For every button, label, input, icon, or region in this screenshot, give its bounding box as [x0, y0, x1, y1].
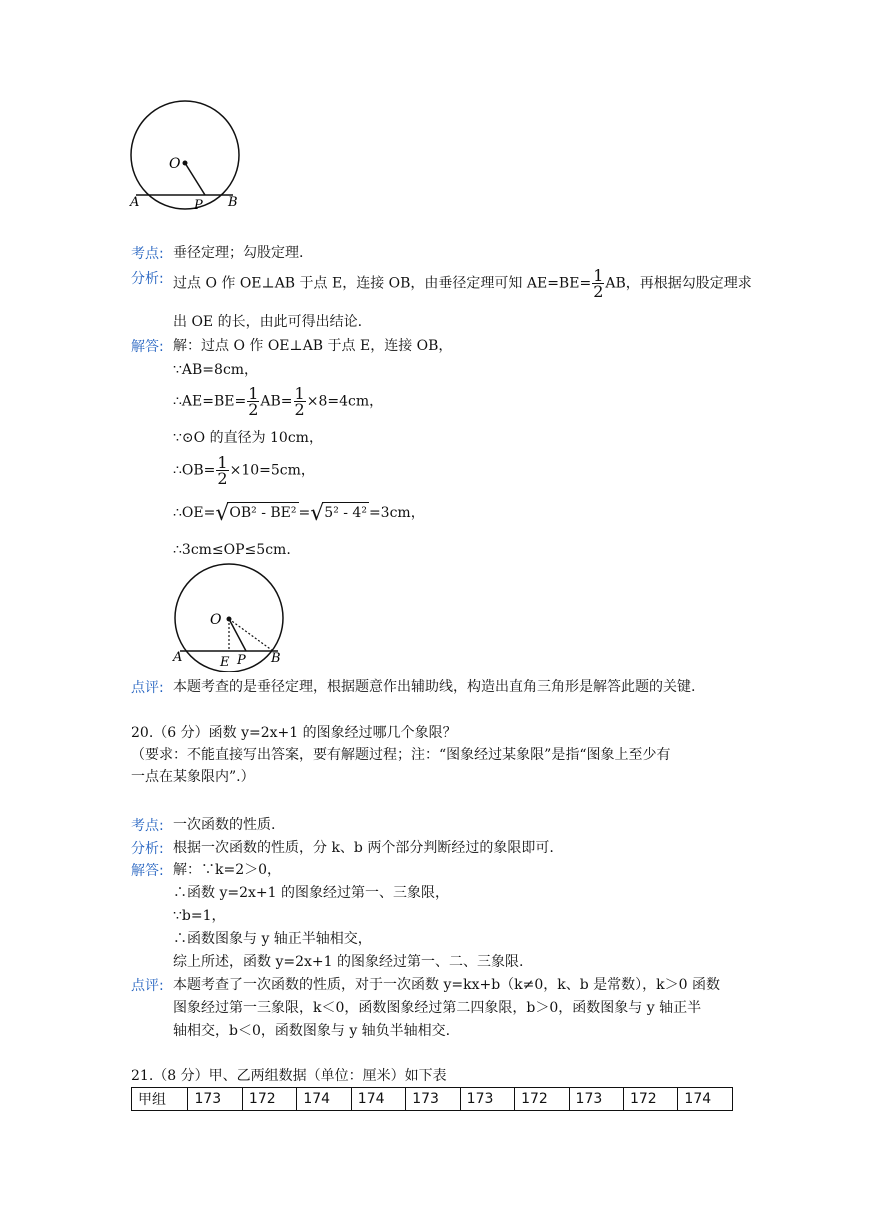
- q20-fenxi-text: 根据一次函数的性质，分 k、b 两个部分判断经过的象限即可.: [173, 840, 554, 856]
- label-a: A: [173, 650, 183, 665]
- q20-jieda-label: 解答:: [131, 863, 164, 879]
- label-p: P: [237, 653, 246, 668]
- table-cell: 173: [406, 1088, 460, 1111]
- dianping-label: 点评:: [131, 680, 164, 696]
- jieda-label: 解答:: [131, 339, 164, 355]
- solution-step-3: ∴AE=BE= $\frac{1}{2}$ AB= $\frac{1}{2}$ ×8=4cm，: [173, 384, 384, 419]
- table-cell: 173: [460, 1088, 514, 1111]
- q20-step-4: ∴函数图象与 y 轴正半轴相交，: [173, 931, 372, 947]
- fenxi-label: 分析:: [131, 271, 164, 287]
- label-e: E: [220, 655, 230, 670]
- label-b: B: [228, 195, 238, 210]
- data-table: [131, 1087, 733, 1111]
- q21-title: 21.（8 分）甲、乙两组数据（单位：厘米）如下表: [131, 1068, 447, 1084]
- q20-kaodian-text: 一次函数的性质.: [173, 817, 276, 833]
- label-p: P: [194, 198, 203, 213]
- kaodian-label: 考点:: [131, 246, 164, 262]
- solution-step-1: 解：过点 O 作 OE⊥AB 于点 E，连接 OB，: [173, 338, 453, 354]
- solution-step-4: ∵⊙O 的直径为 10cm，: [173, 430, 323, 446]
- circle-figure-2: [168, 562, 298, 672]
- q20-step-5: 综上所述，函数 y=2x+1 的图象经过第一、二、三象限.: [173, 954, 524, 970]
- dianping-text: 本题考查的是垂径定理，根据题意作出辅助线，构造出直角三角形是解答此题的关键.: [173, 679, 696, 695]
- q20-dianping-label: 点评:: [131, 978, 164, 994]
- q20-dianping-line-2: 图象经过第一三象限，k＜0，函数图象经过第二四象限，b＞0，函数图象与 y 轴正半: [173, 1000, 702, 1016]
- q20-fenxi-label: 分析:: [131, 841, 164, 857]
- table-row: [132, 1088, 733, 1111]
- q20-requirement-2: 一点在某象限内”.）: [131, 769, 255, 785]
- table-cell: 174: [297, 1088, 351, 1111]
- table-cell: 174: [678, 1088, 733, 1111]
- table-cell: 172: [623, 1088, 677, 1111]
- q20-step-2: ∴函数 y=2x+1 的图象经过第一、三象限，: [173, 885, 449, 901]
- label-o: O: [210, 612, 222, 628]
- fenxi-line-2: 出 OE 的长，由此可得出结论.: [173, 314, 363, 330]
- table-cell: 173: [188, 1088, 242, 1111]
- q20-step-1: 解：∵k=2＞0，: [173, 862, 282, 878]
- fraction-half: $\frac{1}{2}$: [593, 266, 604, 301]
- circle-figure-1: [125, 100, 255, 215]
- solution-step-5: ∴OB= $\frac{1}{2}$ ×10=5cm，: [173, 453, 315, 488]
- q20-kaodian-label: 考点:: [131, 818, 164, 834]
- q20-dianping-line-1: 本题考查了一次函数的性质，对于一次函数 y=kx+b（k≠0，k、b 是常数），k＞0 函数: [173, 977, 721, 993]
- label-b: B: [271, 651, 281, 666]
- fenxi-line-1: 过点 O 作 OE⊥AB 于点 E，连接 OB，由垂径定理可知 AE=BE= $\frac{1}{2}$ AB，再根据勾股定理求: [173, 266, 752, 301]
- row-label: 甲组: [132, 1088, 188, 1111]
- q20-title: 20.（6 分）函数 y=2x+1 的图象经过哪几个象限？: [131, 725, 457, 741]
- solution-step-2: ∵AB=8cm，: [173, 362, 259, 378]
- q20-step-3: ∵b=1，: [173, 908, 226, 924]
- kaodian-text: 垂径定理；勾股定理.: [173, 245, 304, 261]
- q20-requirement-1: （要求：不能直接写出答案，要有解题过程；注：“图象经过某象限”是指“图象上至少有: [131, 747, 671, 763]
- q20-dianping-line-3: 轴相交，b＜0，函数图象与 y 轴负半轴相交.: [173, 1023, 451, 1039]
- table-cell: 172: [242, 1088, 296, 1111]
- solution-step-7: ∴3cm≤OP≤5cm.: [173, 542, 291, 558]
- table-cell: 172: [515, 1088, 569, 1111]
- table-cell: 174: [351, 1088, 405, 1111]
- label-a: A: [130, 195, 140, 210]
- label-o: O: [169, 156, 181, 172]
- solution-step-6: ∴OE=√OB² - BE² =√5² - 4² =3cm，: [173, 501, 425, 526]
- table-cell: 173: [569, 1088, 623, 1111]
